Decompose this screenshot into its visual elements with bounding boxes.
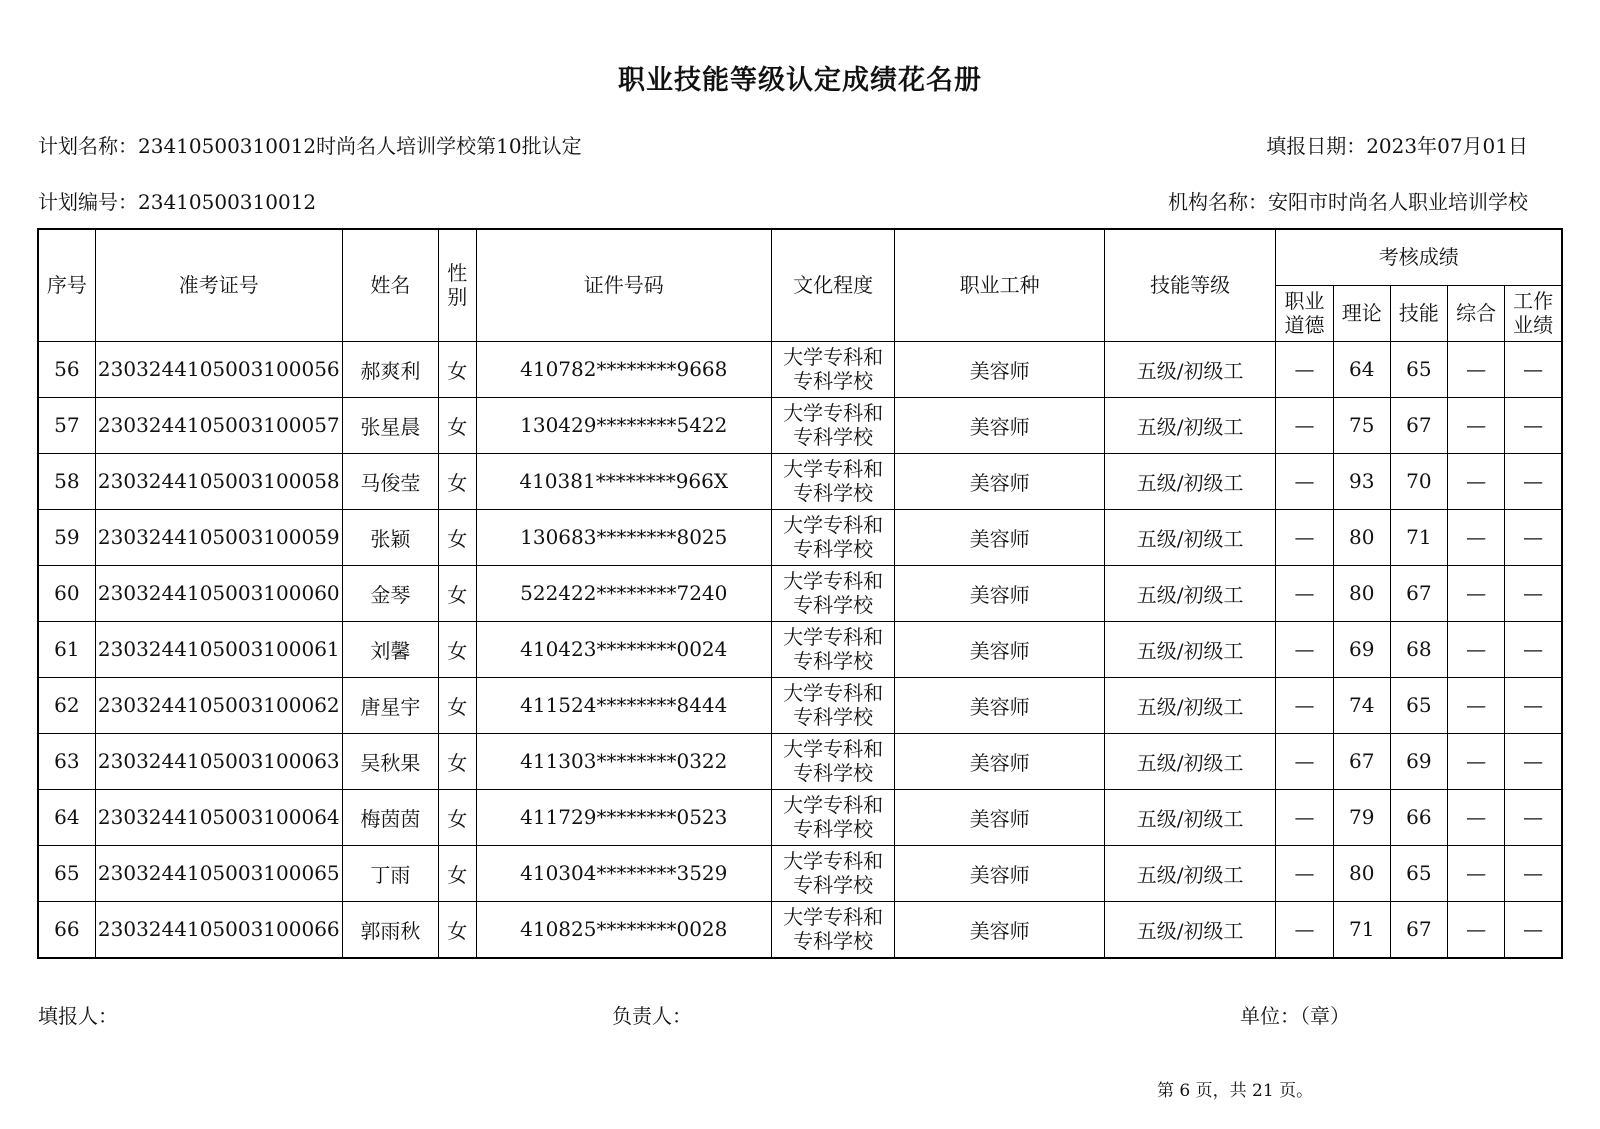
cell-ethics: — bbox=[1276, 677, 1333, 733]
header-name: 姓名 bbox=[342, 229, 438, 341]
cell-id: 522422********7240 bbox=[476, 565, 771, 621]
education-line-2: 专科学校 bbox=[793, 481, 874, 505]
footer-filler: 填报人： bbox=[38, 1004, 118, 1028]
education-line-2: 专科学校 bbox=[793, 425, 874, 449]
cell-theory: 71 bbox=[1333, 901, 1390, 958]
table-row bbox=[38, 677, 1562, 733]
header-seq: 序号 bbox=[38, 229, 95, 341]
cell-level: 五级/初级工 bbox=[1104, 789, 1276, 845]
cell-occupation: 美容师 bbox=[895, 677, 1104, 733]
header-skill: 技能 bbox=[1390, 285, 1447, 341]
cell-theory: 74 bbox=[1333, 677, 1390, 733]
cell-work: — bbox=[1505, 341, 1562, 397]
header-ethics: 职业道德 bbox=[1276, 285, 1333, 341]
cell-theory: 67 bbox=[1333, 733, 1390, 789]
cell-overall: — bbox=[1447, 397, 1504, 453]
cell-overall: — bbox=[1447, 677, 1504, 733]
header-occupation: 职业工种 bbox=[895, 229, 1104, 341]
table-row bbox=[38, 509, 1562, 565]
cell-gender: 女 bbox=[438, 901, 476, 958]
cell-work: — bbox=[1505, 453, 1562, 509]
cell-skill: 65 bbox=[1390, 845, 1447, 901]
cell-skill: 71 bbox=[1390, 509, 1447, 565]
cell-education bbox=[771, 901, 895, 958]
cell-occupation: 美容师 bbox=[895, 733, 1104, 789]
cell-ticket: 2303244105003100064 bbox=[95, 789, 342, 845]
cell-seq: 60 bbox=[38, 565, 95, 621]
cell-theory: 64 bbox=[1333, 341, 1390, 397]
cell-name: 吴秋果 bbox=[342, 733, 438, 789]
cell-education bbox=[771, 677, 895, 733]
cell-skill: 65 bbox=[1390, 341, 1447, 397]
cell-theory: 80 bbox=[1333, 509, 1390, 565]
table-row bbox=[38, 789, 1562, 845]
cell-name: 梅茵茵 bbox=[342, 789, 438, 845]
education-line-2: 专科学校 bbox=[793, 929, 874, 953]
footer-responsible: 负责人： bbox=[612, 1004, 692, 1028]
cell-id: 130683********8025 bbox=[476, 509, 771, 565]
cell-skill: 69 bbox=[1390, 733, 1447, 789]
cell-gender: 女 bbox=[438, 733, 476, 789]
cell-ethics: — bbox=[1276, 845, 1333, 901]
cell-gender: 女 bbox=[438, 509, 476, 565]
fill-date: 填报日期：2023年07月01日 bbox=[1266, 134, 1528, 158]
cell-level: 五级/初级工 bbox=[1104, 621, 1276, 677]
cell-theory: 75 bbox=[1333, 397, 1390, 453]
cell-name: 张星晨 bbox=[342, 397, 438, 453]
education-line-2: 专科学校 bbox=[793, 761, 874, 785]
education-line-1: 大学专科和 bbox=[783, 737, 884, 761]
plan-code: 计划编号：23410500310012 bbox=[38, 190, 317, 214]
cell-level: 五级/初级工 bbox=[1104, 901, 1276, 958]
cell-ethics: — bbox=[1276, 789, 1333, 845]
cell-gender: 女 bbox=[438, 397, 476, 453]
cell-overall: — bbox=[1447, 733, 1504, 789]
cell-name: 马俊莹 bbox=[342, 453, 438, 509]
education-line-1: 大学专科和 bbox=[783, 513, 884, 537]
header-work: 工作业绩 bbox=[1505, 285, 1562, 341]
cell-skill: 67 bbox=[1390, 565, 1447, 621]
cell-seq: 56 bbox=[38, 341, 95, 397]
cell-overall: — bbox=[1447, 341, 1504, 397]
cell-seq: 61 bbox=[38, 621, 95, 677]
cell-ticket: 2303244105003100058 bbox=[95, 453, 342, 509]
cell-skill: 67 bbox=[1390, 397, 1447, 453]
cell-ticket: 2303244105003100062 bbox=[95, 677, 342, 733]
cell-id: 410304********3529 bbox=[476, 845, 771, 901]
cell-name: 张颖 bbox=[342, 509, 438, 565]
cell-theory: 79 bbox=[1333, 789, 1390, 845]
education-line-2: 专科学校 bbox=[793, 705, 874, 729]
cell-work: — bbox=[1505, 901, 1562, 958]
header-id: 证件号码 bbox=[476, 229, 771, 341]
education-line-2: 专科学校 bbox=[793, 649, 874, 673]
education-line-1: 大学专科和 bbox=[783, 681, 884, 705]
cell-name: 郝爽利 bbox=[342, 341, 438, 397]
education-line-2: 专科学校 bbox=[793, 537, 874, 561]
cell-education bbox=[771, 789, 895, 845]
cell-id: 411524********8444 bbox=[476, 677, 771, 733]
cell-level: 五级/初级工 bbox=[1104, 677, 1276, 733]
cell-id: 130429********5422 bbox=[476, 397, 771, 453]
cell-education bbox=[771, 397, 895, 453]
cell-level: 五级/初级工 bbox=[1104, 845, 1276, 901]
page-title: 职业技能等级认定成绩花名册 bbox=[618, 65, 982, 96]
cell-ticket: 2303244105003100063 bbox=[95, 733, 342, 789]
cell-occupation: 美容师 bbox=[895, 901, 1104, 958]
cell-overall: — bbox=[1447, 901, 1504, 958]
cell-gender: 女 bbox=[438, 565, 476, 621]
cell-theory: 69 bbox=[1333, 621, 1390, 677]
cell-seq: 64 bbox=[38, 789, 95, 845]
cell-ticket: 2303244105003100056 bbox=[95, 341, 342, 397]
cell-ticket: 2303244105003100059 bbox=[95, 509, 342, 565]
education-line-1: 大学专科和 bbox=[783, 401, 884, 425]
cell-occupation: 美容师 bbox=[895, 397, 1104, 453]
table-row bbox=[38, 845, 1562, 901]
cell-ticket: 2303244105003100060 bbox=[95, 565, 342, 621]
org-name: 机构名称：安阳市时尚名人职业培训学校 bbox=[1168, 190, 1528, 214]
cell-name: 刘馨 bbox=[342, 621, 438, 677]
education-line-1: 大学专科和 bbox=[783, 345, 884, 369]
page-number: 第 6 页，共 21 页。 bbox=[1157, 1081, 1314, 1101]
cell-level: 五级/初级工 bbox=[1104, 565, 1276, 621]
table-row bbox=[38, 397, 1562, 453]
cell-seq: 63 bbox=[38, 733, 95, 789]
cell-work: — bbox=[1505, 845, 1562, 901]
cell-occupation: 美容师 bbox=[895, 621, 1104, 677]
cell-ticket: 2303244105003100065 bbox=[95, 845, 342, 901]
header-ticket: 准考证号 bbox=[95, 229, 342, 341]
table-row bbox=[38, 733, 1562, 789]
cell-name: 郭雨秋 bbox=[342, 901, 438, 958]
cell-theory: 80 bbox=[1333, 845, 1390, 901]
cell-skill: 66 bbox=[1390, 789, 1447, 845]
cell-gender: 女 bbox=[438, 621, 476, 677]
cell-education bbox=[771, 341, 895, 397]
education-line-1: 大学专科和 bbox=[783, 569, 884, 593]
cell-work: — bbox=[1505, 565, 1562, 621]
cell-skill: 68 bbox=[1390, 621, 1447, 677]
cell-ticket: 2303244105003100061 bbox=[95, 621, 342, 677]
education-line-2: 专科学校 bbox=[793, 817, 874, 841]
cell-ethics: — bbox=[1276, 397, 1333, 453]
cell-theory: 80 bbox=[1333, 565, 1390, 621]
cell-seq: 66 bbox=[38, 901, 95, 958]
cell-overall: — bbox=[1447, 621, 1504, 677]
table-row bbox=[38, 453, 1562, 509]
education-line-1: 大学专科和 bbox=[783, 793, 884, 817]
education-line-1: 大学专科和 bbox=[783, 625, 884, 649]
cell-gender: 女 bbox=[438, 845, 476, 901]
cell-overall: — bbox=[1447, 509, 1504, 565]
cell-work: — bbox=[1505, 397, 1562, 453]
cell-work: — bbox=[1505, 733, 1562, 789]
cell-education bbox=[771, 733, 895, 789]
cell-overall: — bbox=[1447, 789, 1504, 845]
cell-id: 410423********0024 bbox=[476, 621, 771, 677]
cell-occupation: 美容师 bbox=[895, 845, 1104, 901]
cell-id: 410825********0028 bbox=[476, 901, 771, 958]
header-level: 技能等级 bbox=[1104, 229, 1276, 341]
cell-education bbox=[771, 453, 895, 509]
cell-occupation: 美容师 bbox=[895, 509, 1104, 565]
cell-name: 金琴 bbox=[342, 565, 438, 621]
plan-name: 计划名称：23410500310012时尚名人培训学校第10批认定 bbox=[38, 134, 582, 158]
header-theory: 理论 bbox=[1333, 285, 1390, 341]
cell-education bbox=[771, 621, 895, 677]
cell-ticket: 2303244105003100057 bbox=[95, 397, 342, 453]
footer-unit: 单位：（章） bbox=[1240, 1004, 1350, 1028]
cell-occupation: 美容师 bbox=[895, 565, 1104, 621]
education-line-1: 大学专科和 bbox=[783, 849, 884, 873]
cell-skill: 70 bbox=[1390, 453, 1447, 509]
cell-ethics: — bbox=[1276, 901, 1333, 958]
cell-id: 411303********0322 bbox=[476, 733, 771, 789]
cell-gender: 女 bbox=[438, 677, 476, 733]
cell-overall: — bbox=[1447, 453, 1504, 509]
table-row bbox=[38, 565, 1562, 621]
cell-skill: 65 bbox=[1390, 677, 1447, 733]
cell-education bbox=[771, 845, 895, 901]
cell-occupation: 美容师 bbox=[895, 341, 1104, 397]
header-education: 文化程度 bbox=[771, 229, 895, 341]
cell-education bbox=[771, 509, 895, 565]
cell-work: — bbox=[1505, 509, 1562, 565]
cell-education bbox=[771, 565, 895, 621]
cell-seq: 58 bbox=[38, 453, 95, 509]
education-line-2: 专科学校 bbox=[793, 873, 874, 897]
header-overall: 综合 bbox=[1447, 285, 1504, 341]
cell-seq: 65 bbox=[38, 845, 95, 901]
cell-work: — bbox=[1505, 677, 1562, 733]
cell-ethics: — bbox=[1276, 341, 1333, 397]
table-row bbox=[38, 341, 1562, 397]
cell-ethics: — bbox=[1276, 565, 1333, 621]
cell-id: 410782********9668 bbox=[476, 341, 771, 397]
cell-overall: — bbox=[1447, 565, 1504, 621]
cell-level: 五级/初级工 bbox=[1104, 453, 1276, 509]
cell-seq: 57 bbox=[38, 397, 95, 453]
cell-level: 五级/初级工 bbox=[1104, 509, 1276, 565]
cell-name: 丁雨 bbox=[342, 845, 438, 901]
cell-overall: — bbox=[1447, 845, 1504, 901]
education-line-2: 专科学校 bbox=[793, 593, 874, 617]
cell-name: 唐星宇 bbox=[342, 677, 438, 733]
education-line-1: 大学专科和 bbox=[783, 457, 884, 481]
cell-theory: 93 bbox=[1333, 453, 1390, 509]
cell-skill: 67 bbox=[1390, 901, 1447, 958]
header-scores: 考核成绩 bbox=[1276, 229, 1562, 285]
cell-gender: 女 bbox=[438, 453, 476, 509]
cell-level: 五级/初级工 bbox=[1104, 397, 1276, 453]
cell-ethics: — bbox=[1276, 621, 1333, 677]
cell-ethics: — bbox=[1276, 733, 1333, 789]
cell-level: 五级/初级工 bbox=[1104, 733, 1276, 789]
score-roster-table bbox=[37, 228, 1563, 959]
table-row bbox=[38, 901, 1562, 958]
cell-seq: 59 bbox=[38, 509, 95, 565]
education-line-1: 大学专科和 bbox=[783, 905, 884, 929]
cell-occupation: 美容师 bbox=[895, 789, 1104, 845]
cell-gender: 女 bbox=[438, 341, 476, 397]
cell-id: 410381********966X bbox=[476, 453, 771, 509]
cell-level: 五级/初级工 bbox=[1104, 341, 1276, 397]
cell-occupation: 美容师 bbox=[895, 453, 1104, 509]
table-row bbox=[38, 621, 1562, 677]
cell-seq: 62 bbox=[38, 677, 95, 733]
cell-ethics: — bbox=[1276, 509, 1333, 565]
cell-gender: 女 bbox=[438, 789, 476, 845]
header-gender: 性别 bbox=[438, 229, 476, 341]
education-line-2: 专科学校 bbox=[793, 369, 874, 393]
cell-work: — bbox=[1505, 789, 1562, 845]
cell-work: — bbox=[1505, 621, 1562, 677]
cell-ticket: 2303244105003100066 bbox=[95, 901, 342, 958]
cell-id: 411729********0523 bbox=[476, 789, 771, 845]
cell-ethics: — bbox=[1276, 453, 1333, 509]
